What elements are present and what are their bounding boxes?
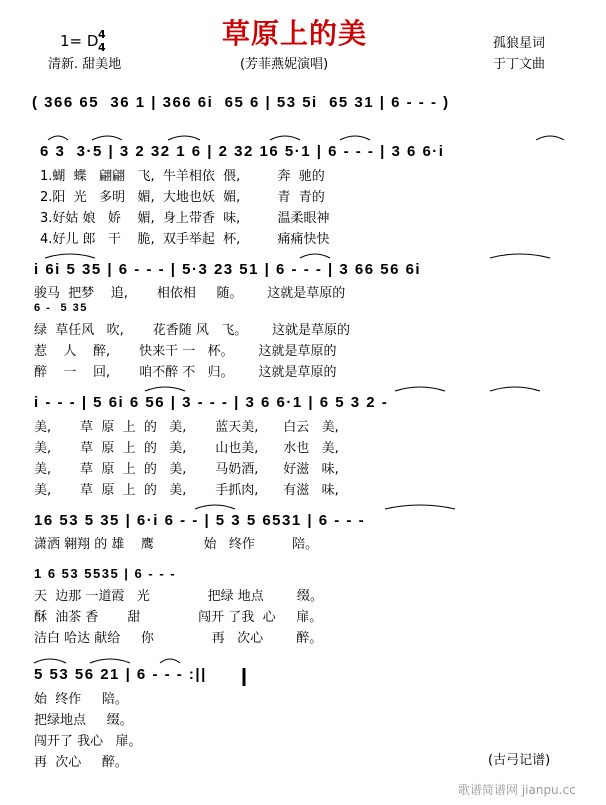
lyrics-line: 美, 草 原 上 的 美, 马奶酒, 好滋 味,	[34, 462, 339, 477]
slur-mark	[168, 136, 200, 140]
slur-mark	[536, 136, 564, 140]
slur-mark	[45, 254, 95, 258]
lyrics-line: 再 次心 醉。	[34, 755, 128, 770]
slur-mark	[300, 254, 330, 258]
slur-mark	[270, 136, 300, 140]
notation-row-4: i - - - | 5 6i 6 56 | 3 - - - | 3 6 6·1 | 6 5 3 2 -	[34, 394, 389, 411]
slur-mark	[385, 505, 455, 509]
slur-mark	[490, 387, 540, 391]
style-marking: 清新. 甜美地	[48, 57, 122, 72]
singer-credit: (芳菲燕妮演唱)	[240, 57, 329, 72]
composer-credit: 于丁文曲	[493, 57, 546, 72]
slur-mark	[395, 387, 445, 391]
lyrics-line: 美, 草 原 上 的 美, 山也美, 水也 美,	[34, 441, 339, 456]
watermark: 歌谱简谱网 jianpu.cc	[458, 783, 576, 797]
lyrics-line: 天 边那 一道霞 光 把绿 地点 缀。	[34, 589, 323, 604]
notation-row-2: 6 3 3·5 | 3 2 32 1 6 | 2 32 16 5·1 | 6 - - - | 3 6 6·i	[40, 143, 445, 160]
lyricist-credit: 孤狼星词	[493, 36, 546, 51]
slur-mark	[92, 136, 122, 140]
lyrics-line: 美, 草 原 上 的 美, 蓝天美, 白云 美,	[34, 420, 339, 435]
lyrics-verse-1: 1.蝴 蝶 翩翩 飞, 牛羊相依 偎, 奔 驰的	[40, 169, 325, 184]
song-title: 草原上的美	[222, 17, 368, 50]
slur-mark	[195, 505, 235, 509]
slur-mark	[34, 659, 66, 663]
transcriber-credit: (古弓记谱)	[488, 753, 551, 768]
sub-notation: 6 - 5 35	[34, 302, 88, 314]
slur-mark	[340, 136, 370, 140]
notation-row-6: 1 6 53 5535 | 6 - - -	[34, 566, 177, 581]
lyrics-line: 闯开了 我心 扉。	[34, 734, 142, 749]
lyrics-verse-3: 3.好姑 娘 娇 媚, 身上带香 味, 温柔眼神	[40, 211, 330, 226]
lyrics-line: 骏马 把梦 追, 相依相 随。 这就是草原的	[34, 286, 346, 301]
lyrics-line: 始 终作 陪。	[34, 692, 128, 707]
slur-mark	[490, 254, 550, 258]
lyrics-line: 美, 草 原 上 的 美, 手抓肉, 有滋 味,	[34, 483, 339, 498]
lyrics-line: 酥 油茶 香 甜 闯开 了我 心 扉。	[34, 610, 323, 625]
lyrics-verse-2: 2.阳 光 多明 媚, 大地也妖 媚, 青 青的	[40, 190, 325, 205]
lyrics-line: 把绿地点 缀。	[34, 713, 133, 728]
lyrics-verse-4: 4.好儿 郎 干 脆, 双手举起 杯, 痛痛快快	[40, 232, 330, 247]
lyrics-line: 醉 一 回, 咱不醉 不 归。 这就是草原的	[34, 365, 337, 380]
time-signature-top: 4	[98, 28, 106, 41]
slur-mark	[48, 136, 68, 140]
notation-row-7: 5 53 56 21 | 6 - - - :||	[34, 666, 207, 683]
slur-mark	[160, 659, 180, 663]
notation-row-3: i 6i 5 35 | 6 - - - | 5·3 23 51 | 6 - - - | 3 66 56 6i	[34, 261, 422, 278]
slur-mark	[90, 659, 130, 663]
lyrics-line: 惹 人 醉, 快来干 一 杯。 这就是草原的	[34, 344, 337, 359]
lyrics-line: 潇洒 翱翔 的 雄 鹰 始 终作 陪。	[34, 537, 319, 552]
notation-row-5: 16 53 5 35 | 6·i 6 - - | 5 3 5 6531 | 6 - - -	[34, 512, 366, 529]
key-signature: 1= D	[60, 32, 99, 50]
time-signature-bottom: 4	[98, 41, 106, 54]
slur-mark	[145, 387, 185, 391]
notation-row-1: ( 366 65 36 1 | 366 6i 65 6 | 53 5i 65 31 | 6 - - - )	[32, 94, 450, 111]
lyrics-line: 绿 草任风 吹, 花香随 风 飞。 这就是草原的	[34, 323, 351, 338]
lyrics-line: 洁白 哈达 献给 你 再 次心 醉。	[34, 631, 323, 646]
